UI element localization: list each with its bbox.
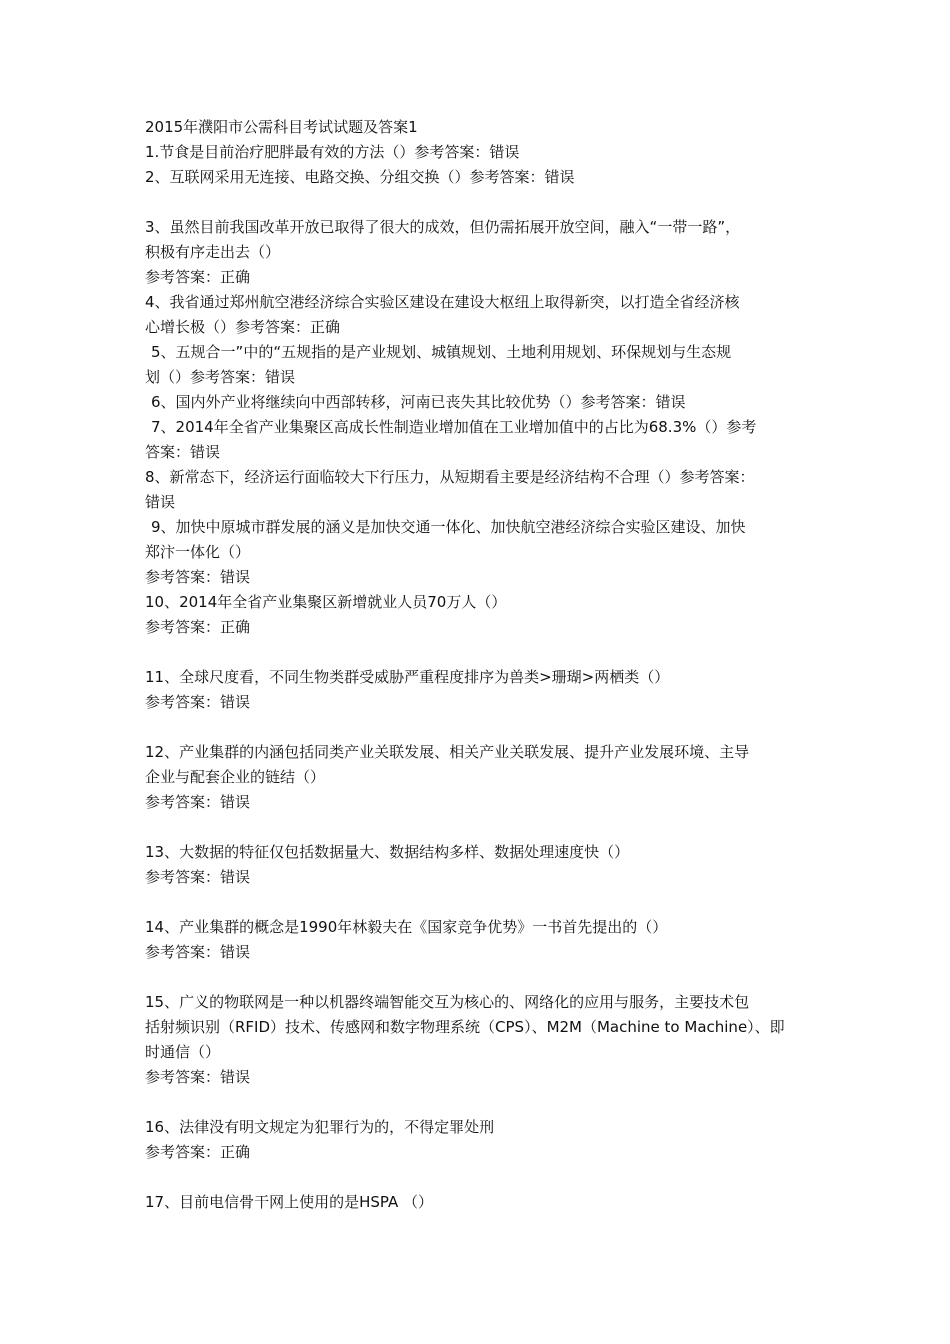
question-15-line-3: 时通信（） <box>145 1043 221 1061</box>
document-body <box>145 115 810 1215</box>
question-7-line-1: 7、2014年全省产业集聚区高成长性制造业增加值在工业增加值中的占比为68.3%（）参考 <box>151 418 757 436</box>
question-16: 16、法律没有明文规定为犯罪行为的，不得定罪处刑 <box>145 1118 495 1136</box>
question-3-answer: 参考答案：正确 <box>145 268 251 286</box>
question-3-line-1: 3、虽然目前我国改革开放已取得了很大的成效，但仍需拓展开放空间，融入“一带一路”， <box>145 218 741 236</box>
blank-line <box>145 190 810 215</box>
question-8-line-1: 8、新常态下，经济运行面临较大下行压力，从短期看主要是经济结构不合理（）参考答案： <box>145 468 755 486</box>
blank-line <box>145 815 810 840</box>
question-9-answer: 参考答案：错误 <box>145 568 251 586</box>
question-16-answer: 参考答案：正确 <box>145 1143 251 1161</box>
question-6: 6、国内外产业将继续向中西部转移，河南已丧失其比较优势（）参考答案：错误 <box>151 393 686 411</box>
question-1: 1.节食是目前治疗肥胖最有效的方法（）参考答案：错误 <box>145 143 520 161</box>
document-title: 2015年濮阳市公需科目考试试题及答案1 <box>145 118 418 136</box>
question-4-line-1: 4、我省通过郑州航空港经济综合实验区建设在建设大枢纽上取得新突，以打造全省经济核 <box>145 293 740 311</box>
question-13: 13、大数据的特征仅包括数据量大、数据结构多样、数据处理速度快（） <box>145 843 630 861</box>
blank-line <box>145 890 810 915</box>
question-12-line-1: 12、产业集群的内涵包括同类产业关联发展、相关产业关联发展、提升产业发展环境、主导 <box>145 743 750 761</box>
blank-line <box>145 640 810 665</box>
question-9-line-1: 9、加快中原城市群发展的涵义是加快交通一体化、加快航空港经济综合实验区建设、加快 <box>151 518 746 536</box>
question-2: 2、互联网采用无连接、电路交换、分组交换（）参考答案：错误 <box>145 168 575 186</box>
question-9-line-2: 郑汴一体化（） <box>145 543 251 561</box>
question-7-line-2: 答案：错误 <box>145 443 221 461</box>
blank-line <box>145 715 810 740</box>
blank-line <box>145 1090 810 1115</box>
question-5-line-1: 5、五规合一”中的“五规指的是产业规划、城镇规划、土地利用规划、环保规划与生态规 <box>151 343 732 361</box>
question-10-answer: 参考答案：正确 <box>145 618 251 636</box>
question-13-answer: 参考答案：错误 <box>145 868 251 886</box>
question-14: 14、产业集群的概念是1990年林毅夫在《国家竞争优势》一书首先提出的（） <box>145 918 668 936</box>
question-15-line-2: 括射频识别（RFID）技术、传感网和数字物理系统（CPS）、M2M（Machine to Machine）、即 <box>145 1018 785 1036</box>
question-10: 10、2014年全省产业集聚区新增就业人员70万人（） <box>145 593 507 611</box>
question-11-answer: 参考答案：错误 <box>145 693 251 711</box>
question-4-line-2: 心增长极（）参考答案：正确 <box>145 318 341 336</box>
question-14-answer: 参考答案：错误 <box>145 943 251 961</box>
question-12-answer: 参考答案：错误 <box>145 793 251 811</box>
question-11: 11、全球尺度看，不同生物类群受威胁严重程度排序为兽类>珊瑚>两栖类（） <box>145 668 670 686</box>
question-5-line-2: 划（）参考答案：错误 <box>145 368 296 386</box>
blank-line <box>145 965 810 990</box>
question-15-line-1: 15、广义的物联网是一种以机器终端智能交互为核心的、网络化的应用与服务，主要技术包 <box>145 993 750 1011</box>
question-3-line-2: 积极有序走出去（） <box>145 243 281 261</box>
blank-line <box>145 1165 810 1190</box>
question-12-line-2: 企业与配套企业的链结（） <box>145 768 326 786</box>
question-15-answer: 参考答案：错误 <box>145 1068 251 1086</box>
question-17: 17、目前电信骨干网上使用的是HSPA （） <box>145 1193 434 1211</box>
question-8-line-2: 错误 <box>145 493 176 511</box>
